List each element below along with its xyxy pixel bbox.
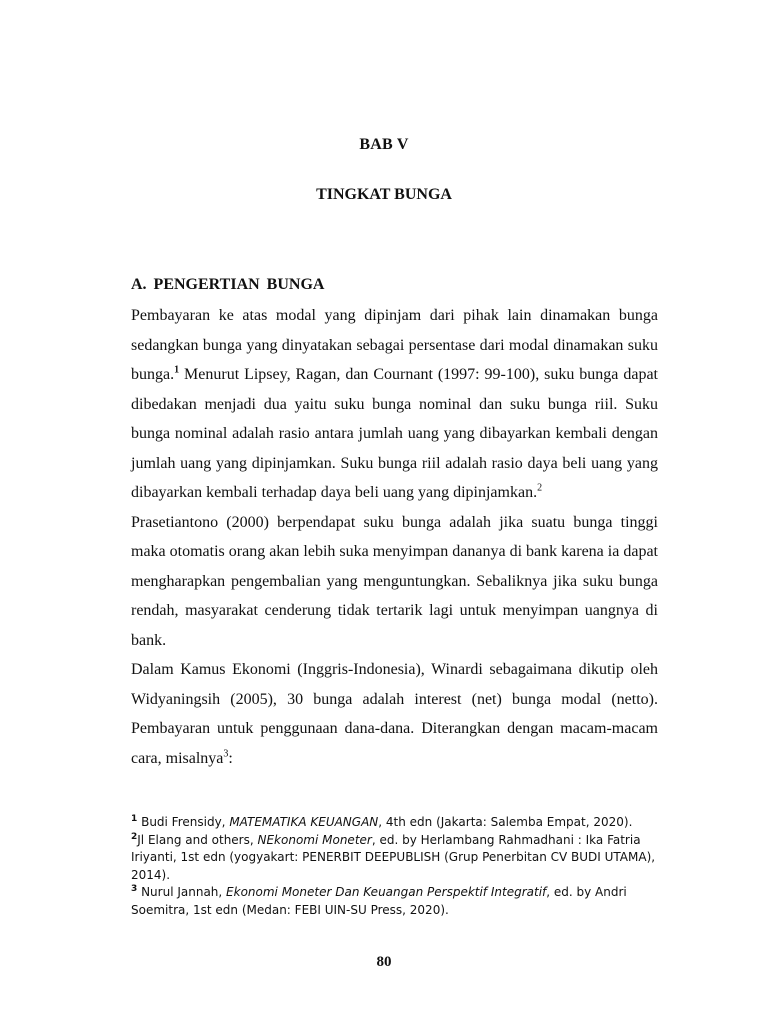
footnote-ref-3: 3 [223, 748, 229, 760]
page-number: 80 [376, 954, 392, 970]
paragraph-1 [131, 301, 658, 508]
paragraph-3-text-a: Dalam Kamus Ekonomi (Inggris-Indonesia), Winardi sebagaimana dikutip oleh Widyaningsih (2005), 30 bunga adalah interest (net) bunga modal (netto). Pembayaran untuk penggunaan dana-dana. Diterangkan dengan macam-macam cara, misalnya [131, 661, 658, 767]
chapter-number: BAB V [359, 136, 409, 153]
body-text [131, 301, 658, 773]
paragraph-1-text-b: Menurut Lipsey, Ragan, dan Cournant (1997: 99-100), suku bunga dapat dibedakan menjadi dua yaitu suku bunga nominal dan suku bunga riil. Suku bunga nominal adalah rasio antara jumlah uang yang dibayarkan kembali dengan jumlah uang yang dipinjamkan. Suku bunga riil adalah rasio daya beli uang yang dibayarkan kembali terhadap daya beli uang yang dipinjamkan. [131, 366, 658, 501]
footnote-1-mark: 1 [131, 814, 138, 824]
footnote-3-before: Nurul Jannah, [137, 885, 227, 900]
footnote-3-after: , ed. by Andri Soemitra, 1st edn (Medan: FEBI UIN-SU Press, 2020). [131, 885, 627, 917]
footnote-2-before: Jl Elang and others, [137, 832, 258, 847]
chapter-title: TINGKAT BUNGA [316, 186, 452, 203]
paragraph-3 [131, 655, 658, 773]
footnotes [131, 814, 661, 920]
footnote-ref-2: 2 [537, 482, 543, 494]
footnote-1-title: MATEMATIKA KEUANGAN [229, 815, 379, 829]
paragraph-2: Prasetiantono (2000) berpendapat suku bunga adalah jika suatu bunga tinggi maka otomatis orang akan lebih suka menyimpan dananya di bank karena ia dapat mengharapkan pengembalian yang menguntungkan. Sebaliknya jika suku bunga rendah, masyarakat cenderung tidak tertarik lagi untuk menyimpan uangnya di bank. [131, 513, 658, 649]
footnote-2-after: , ed. by Herlambang Rahmadhani : Ika Fatria Iriyanti, 1st edn (yogyakart: PENERBIT DEEPUBLISH (Grup Penerbitan CV BUDI UTAMA), 2014). [131, 832, 656, 882]
paragraph-3-text-b: : [228, 749, 233, 767]
footnote-ref-1: 1 [174, 364, 180, 376]
paragraph-1-text-a: Pembayaran ke atas modal yang dipinjam dari pihak lain dinamakan bunga sedangkan bunga yang dinyatakan sebagai persentase dari modal dinamakan suku bunga. [131, 307, 658, 383]
footnote-1-after: , 4th edn (Jakarta: Salemba Empat, 2020). [378, 815, 633, 829]
section-heading: A. PENGERTIAN BUNGA [131, 276, 325, 293]
footnote-3-mark: 3 [131, 884, 138, 895]
footnote-3-title: Ekonomi Moneter Dan Keuangan Perspektif Integratif [226, 885, 547, 900]
footnote-2-mark: 2 [131, 831, 138, 842]
footnote-3 [131, 884, 661, 919]
footnote-1-before: Budi Frensidy, [137, 815, 230, 829]
footnote-2 [131, 832, 661, 885]
footnote-2-title: NEkonomi Moneter [257, 832, 372, 847]
footnote-1 [131, 814, 661, 832]
